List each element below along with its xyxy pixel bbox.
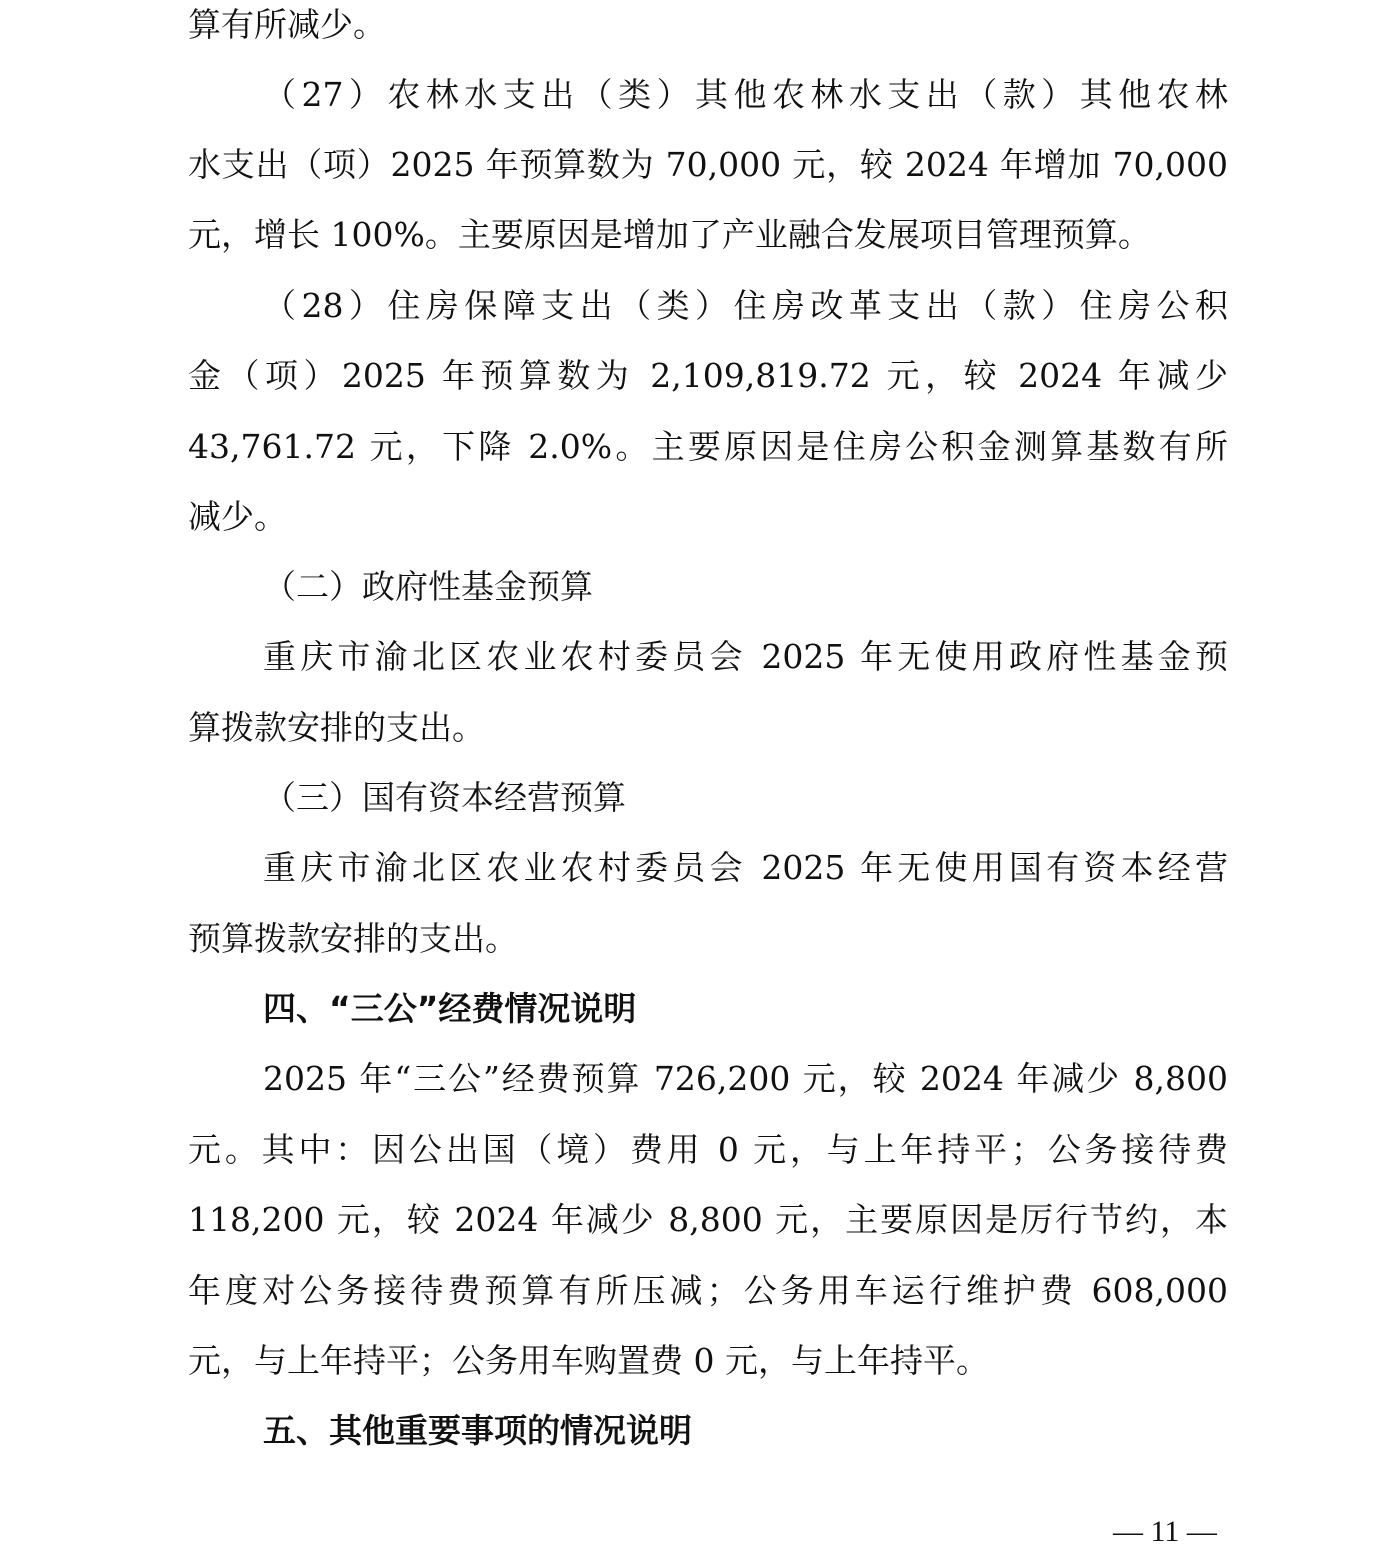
text-line: 2025 年“三公”经费预算 726,200 元，较 2024 年减少 8,800: [263, 1059, 1228, 1098]
text-line: 水支出（项）2025 年预算数为 70,000 元，较 2024 年增加 70,000: [188, 145, 1228, 184]
text-line: （28）住房保障支出（类）住房改革支出（款）住房公积: [263, 286, 1228, 325]
section-heading: 五、其他重要事项的情况说明: [263, 1411, 692, 1450]
text-line: 元。其中：因公出国（境）费用 0 元，与上年持平；公务接待费: [188, 1130, 1228, 1169]
text-line: 重庆市渝北区农业农村委员会 2025 年无使用国有资本经营: [263, 848, 1228, 887]
text-line: 减少。: [188, 497, 287, 536]
text-line: 元，与上年持平；公务用车购置费 0 元，与上年持平。: [188, 1341, 989, 1380]
section-heading: （三）国有资本经营预算: [263, 778, 626, 817]
text-line: 年度对公务接待费预算有所压减；公务用车运行维护费 608,000: [188, 1271, 1228, 1310]
text-line: 算有所减少。: [188, 5, 386, 44]
text-line: 118,200 元，较 2024 年减少 8,800 元，主要原因是厉行节约，本: [188, 1200, 1228, 1239]
section-heading: （二）政府性基金预算: [263, 567, 593, 606]
section-heading: 四、“三公”经费情况说明: [263, 989, 637, 1028]
text-line: 预算拨款安排的支出。: [188, 919, 518, 958]
text-line: 算拨款安排的支出。: [188, 708, 485, 747]
page-number: — 11 —: [1113, 1515, 1217, 1548]
text-line: 重庆市渝北区农业农村委员会 2025 年无使用政府性基金预: [263, 637, 1228, 676]
text-line: 43,761.72 元，下降 2.0%。主要原因是住房公积金测算基数有所: [188, 427, 1228, 466]
text-line: 元，增长 100%。主要原因是增加了产业融合发展项目管理预算。: [188, 215, 1151, 254]
text-line: 金（项）2025 年预算数为 2,109,819.72 元，较 2024 年减少: [188, 356, 1228, 395]
text-line: （27）农林水支出（类）其他农林水支出（款）其他农林: [263, 75, 1228, 114]
